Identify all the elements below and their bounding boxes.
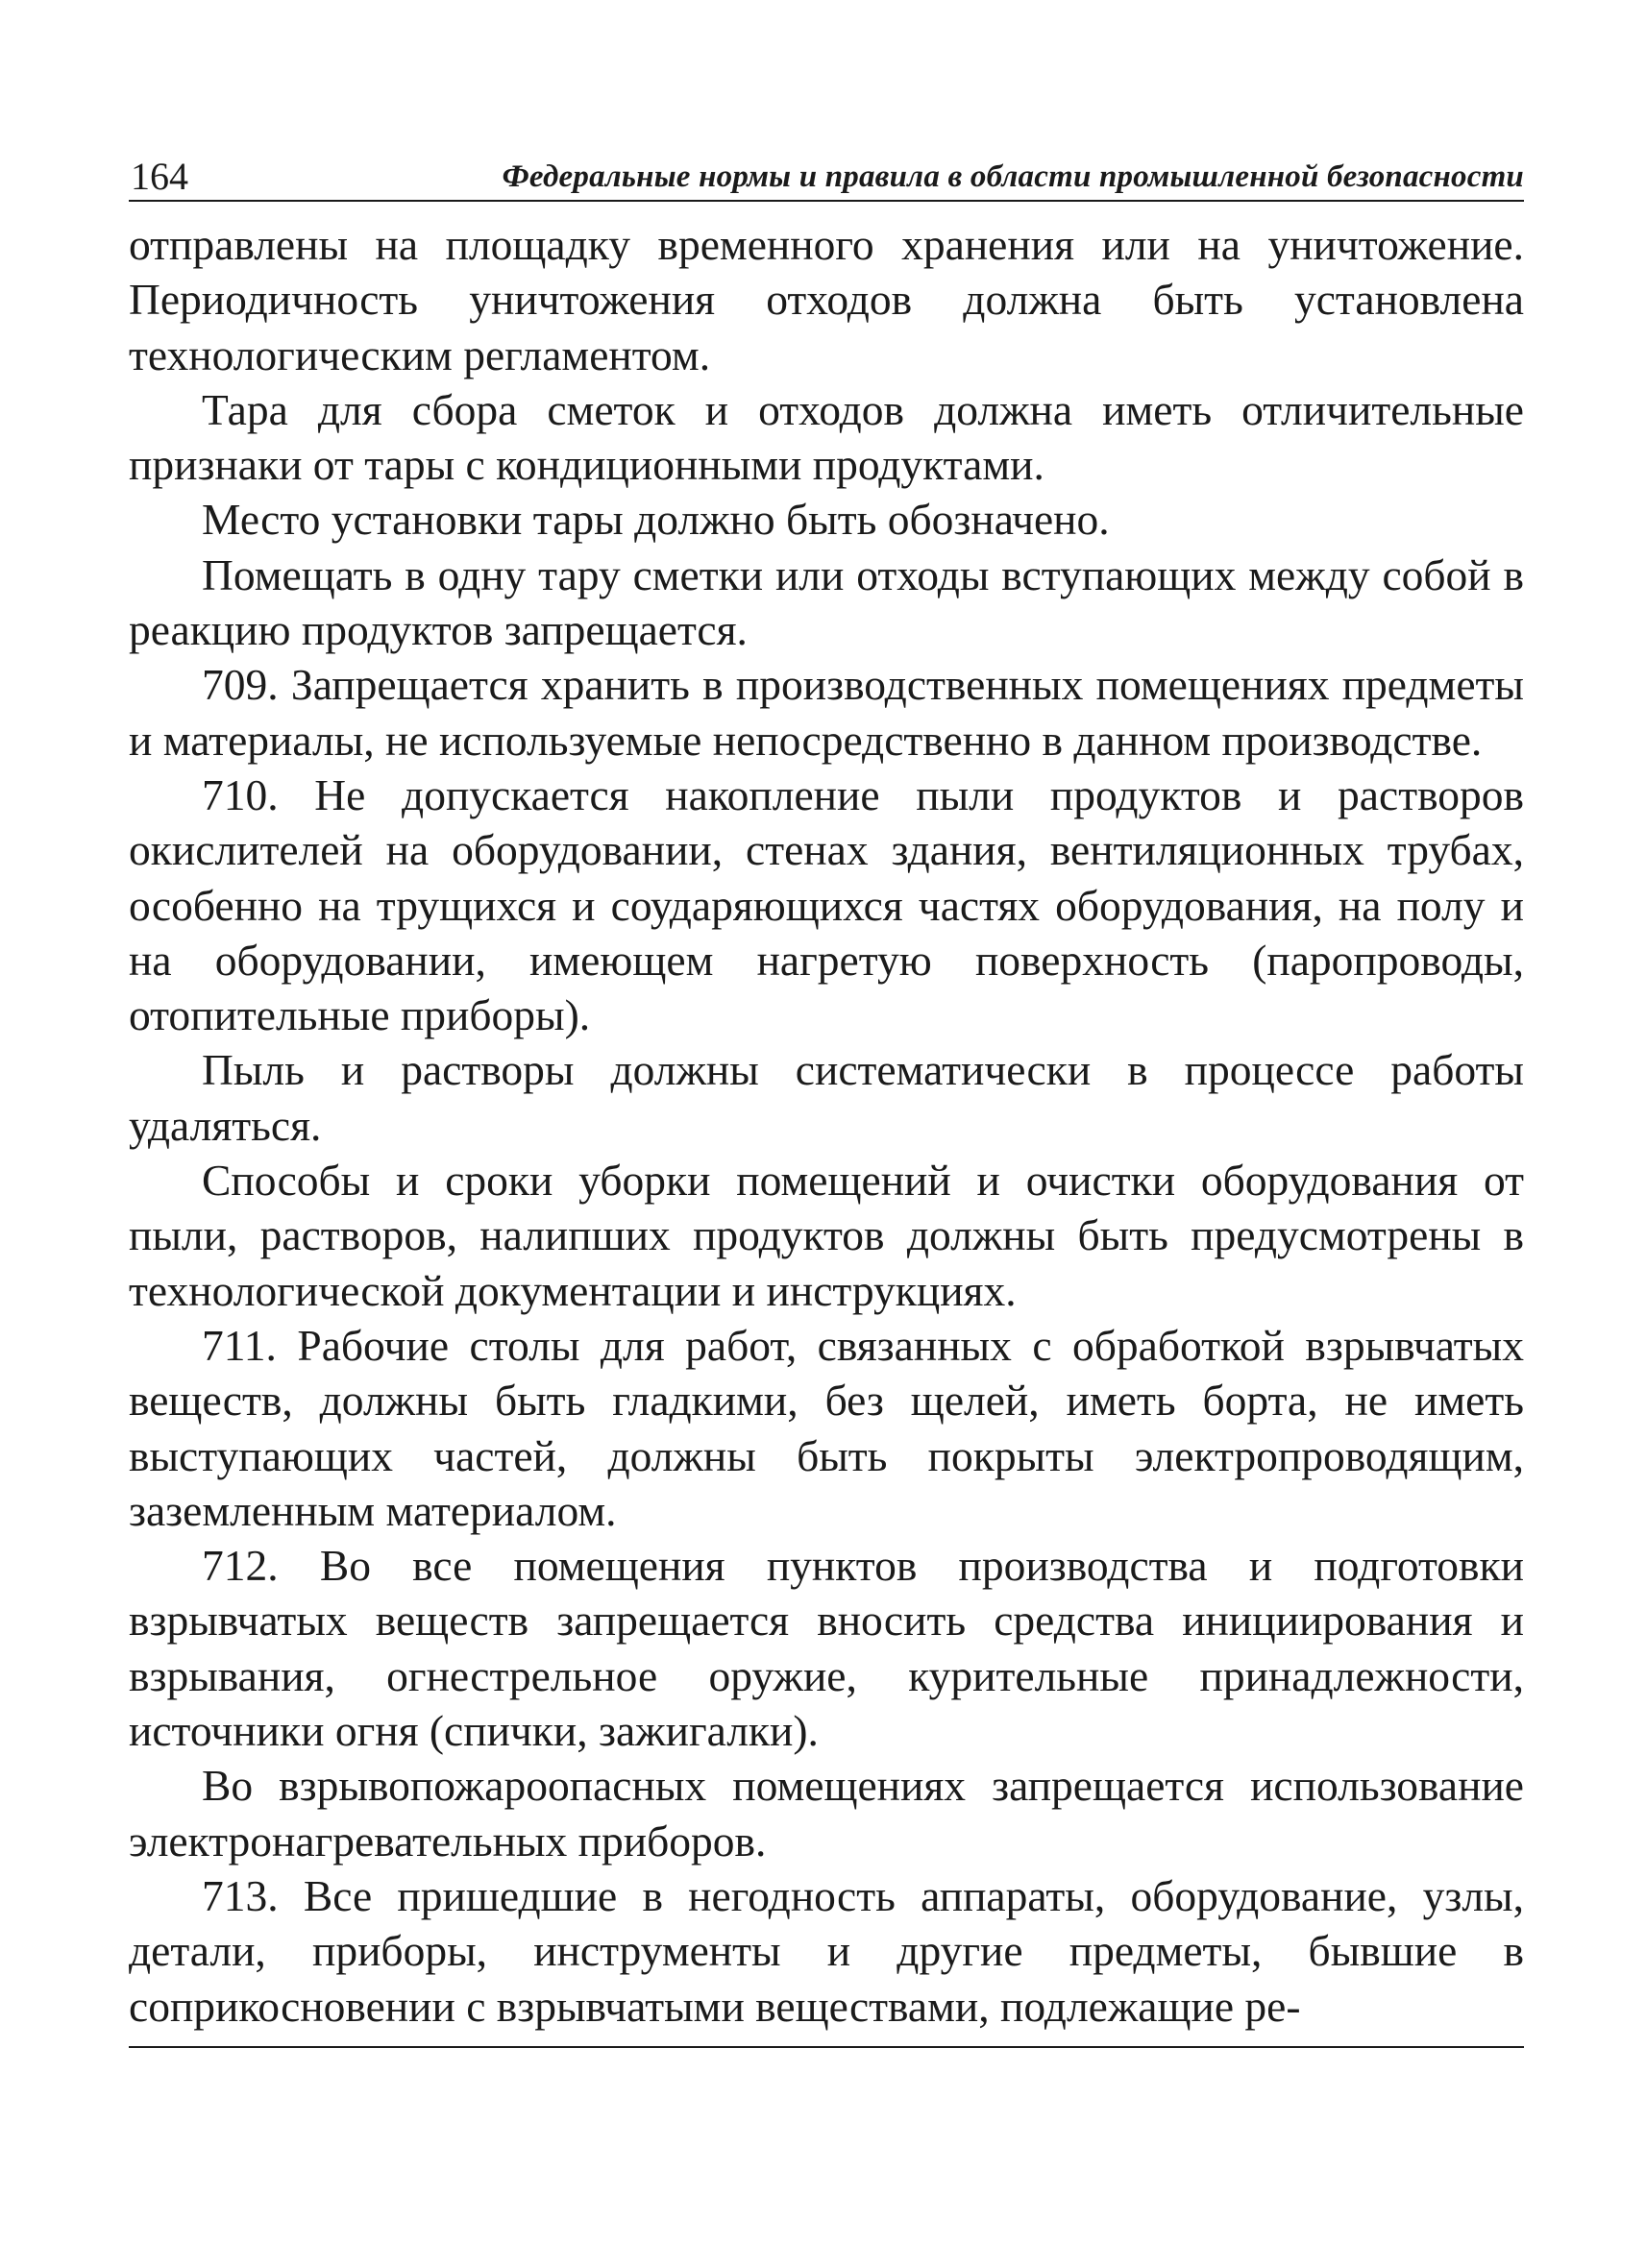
paragraph: Пыль и растворы должны систематически в процессе работы удаляться.: [129, 1045, 1524, 1150]
page-number: 164: [131, 155, 188, 198]
paragraph-713: 713. Все пришедшие в негодность аппараты, оборудование, узлы, детали, приборы, инструменты и другие предметы, бывшие в соприкосновении с взрывчатыми веществами, подлежащие ре-: [129, 1870, 1524, 2031]
running-title: Федеральные нормы и правила в области промышленной безопасности: [502, 159, 1524, 194]
paragraph-712: 712. Во все помещения пунктов производства и подготовки взрывчатых веществ запрещается вносить средства инициирования и взрывания, огнестрельное оружие, курительные принадлежности, источники огня (спички, зажигалки).: [129, 1541, 1524, 1756]
paragraph-711: 711. Рабочие столы для работ, связанных с обработкой взрывчатых веществ, должны быть гладкими, без щелей, иметь борта, не иметь выступающих частей, должны быть покрыты электропроводящим, заземленным материалом.: [129, 1320, 1524, 1535]
paragraph: Помещать в одну тару сметки или отходы вступающих между собой в реакцию продуктов запрещается.: [129, 549, 1524, 655]
footer-rule: [129, 2046, 1524, 2048]
paragraph: Место установки тары должно быть обозначено.: [202, 495, 1110, 545]
page-header: [129, 144, 1524, 202]
paragraph: Во взрывопожароопасных помещениях запрещается использование электронагревательных приборов.: [129, 1761, 1524, 1866]
paragraph: Способы и сроки уборки помещений и очистки оборудования от пыли, растворов, налипших продуктов должны быть предусмотрены в технологической документации и инструкциях.: [129, 1156, 1524, 1315]
body-text: [129, 217, 1524, 2034]
paragraph-710: 710. Не допускается накопление пыли продуктов и растворов окислителей на оборудовании, стенах здания, вентиляционных трубах, особенно на трущихся и соударяющихся частях оборудования, на полу и на оборудовании, имеющем нагретую поверхность (паропроводы, отопительные приборы).: [129, 769, 1524, 1040]
paragraph: отправлены на площадку временного хранения или на уничтожение. Периодичность уничтожения отходов должна быть установлена технологическим регламентом.: [129, 220, 1524, 379]
paragraph: Тара для сбора сметок и отходов должна иметь отличительные признаки от тары с кондиционными продуктами.: [129, 384, 1524, 490]
paragraph-709: 709. Запрещается хранить в производственных помещениях предметы и материалы, не используемые непосредственно в данном производстве.: [129, 660, 1524, 765]
